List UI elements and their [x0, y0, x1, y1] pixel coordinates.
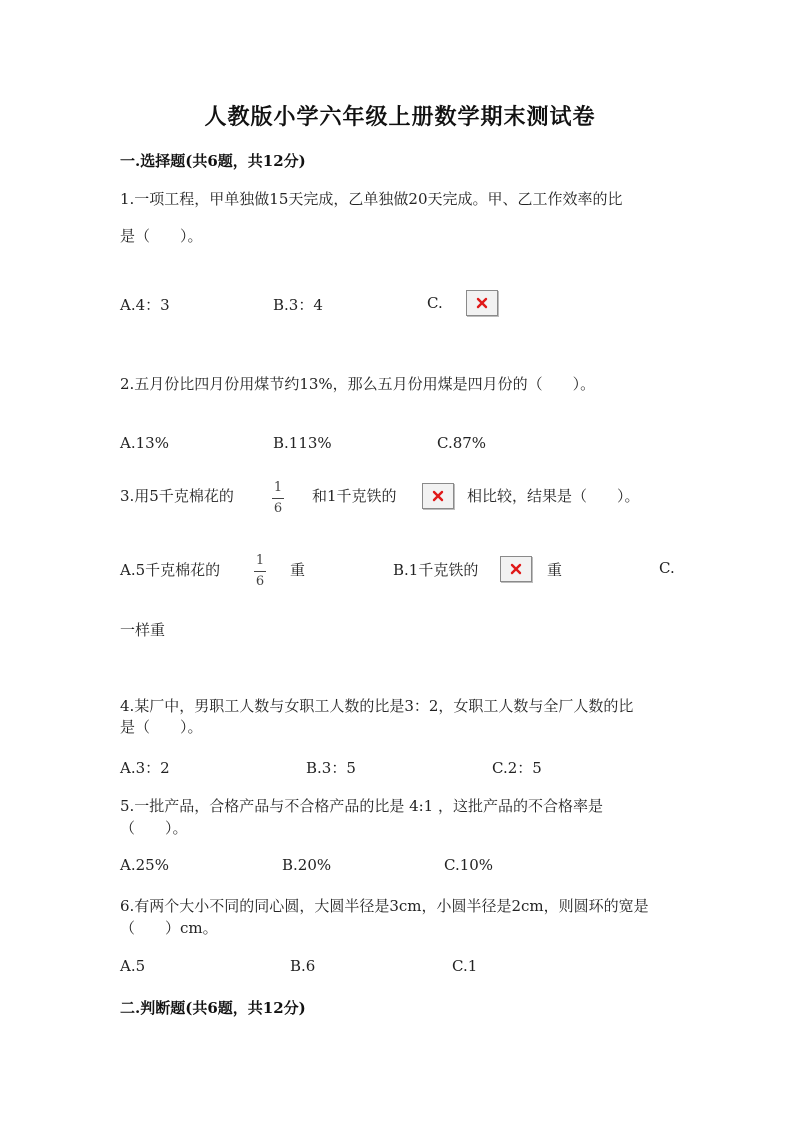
fraction-denominator: 6 [273, 501, 283, 516]
question-3-part-2: 和1千克铁的 [312, 487, 397, 505]
question-5-option-b: B.20% [282, 856, 332, 874]
broken-image-icon [422, 483, 454, 509]
question-3-option-c-label: C. [659, 559, 675, 577]
question-5-line-2: （ ）。 [120, 819, 188, 837]
question-6-option-a: A.5 [120, 957, 146, 975]
question-1-line-1: 1.一项工程，甲单独做15天完成，乙单独做20天完成。甲、乙工作效率的比 [120, 190, 623, 208]
question-6-line-2: （ ）cm。 [120, 919, 218, 937]
question-6-option-c: C.1 [452, 957, 478, 975]
question-3-option-b-suffix: 重 [547, 561, 563, 579]
question-5-option-a: A.25% [120, 856, 169, 874]
question-1-option-b: B.3：4 [273, 296, 323, 314]
question-4-line-2: 是（ ）。 [120, 718, 203, 736]
question-1-option-a: A.4：3 [120, 296, 170, 314]
question-3-option-c-text: 一样重 [120, 621, 166, 639]
question-5-line-1: 5.一批产品，合格产品与不合格产品的比是 4:1 ，这批产品的不合格率是 [120, 797, 603, 815]
fraction-denominator: 6 [255, 574, 265, 589]
question-2-option-a: A.13% [120, 434, 169, 452]
fraction-one-sixth [272, 480, 284, 517]
broken-image-icon [500, 556, 532, 582]
question-6-option-b: B.6 [290, 957, 316, 975]
question-4-option-a: A.3：2 [120, 759, 170, 777]
question-4-option-c: C.2：5 [492, 759, 542, 777]
broken-image-icon [466, 290, 498, 316]
fraction-numerator: 1 [255, 553, 265, 568]
question-1-line-2: 是（ ）。 [120, 227, 203, 245]
question-3-option-a-text: A.5千克棉花的 [120, 561, 221, 579]
question-1-option-c: C. [427, 294, 443, 312]
question-3-option-b-text: B.1千克铁的 [393, 561, 479, 579]
question-3-part-1: 3.用5千克棉花的 [120, 487, 234, 505]
question-4-option-b: B.3：5 [306, 759, 356, 777]
question-4-line-1: 4.某厂中，男职工人数与女职工人数的比是3：2，女职工人数与全厂人数的比 [120, 697, 634, 715]
question-2-option-b: B.113% [273, 434, 332, 452]
page-title: 人教版小学六年级上册数学期末测试卷 [204, 104, 596, 130]
fraction-bar [254, 571, 266, 572]
fraction-bar [272, 498, 284, 499]
section-heading-judgment: 二.判断题(共6题，共12分) [120, 999, 306, 1017]
fraction-one-sixth [254, 553, 266, 590]
question-2-option-c: C.87% [437, 434, 487, 452]
question-6-line-1: 6.有两个大小不同的同心圆，大圆半径是3cm，小圆半径是2cm，则圆环的宽是 [120, 897, 649, 915]
question-5-option-c: C.10% [444, 856, 494, 874]
fraction-numerator: 1 [273, 480, 283, 495]
section-heading-choice: 一.选择题(共6题，共12分) [120, 152, 306, 170]
question-2-text: 2.五月份比四月份用煤节约13%，那么五月份用煤是四月份的（ ）。 [120, 375, 596, 393]
question-3-option-a-suffix: 重 [290, 561, 306, 579]
question-3-part-3: 相比较，结果是（ ）。 [467, 487, 640, 505]
